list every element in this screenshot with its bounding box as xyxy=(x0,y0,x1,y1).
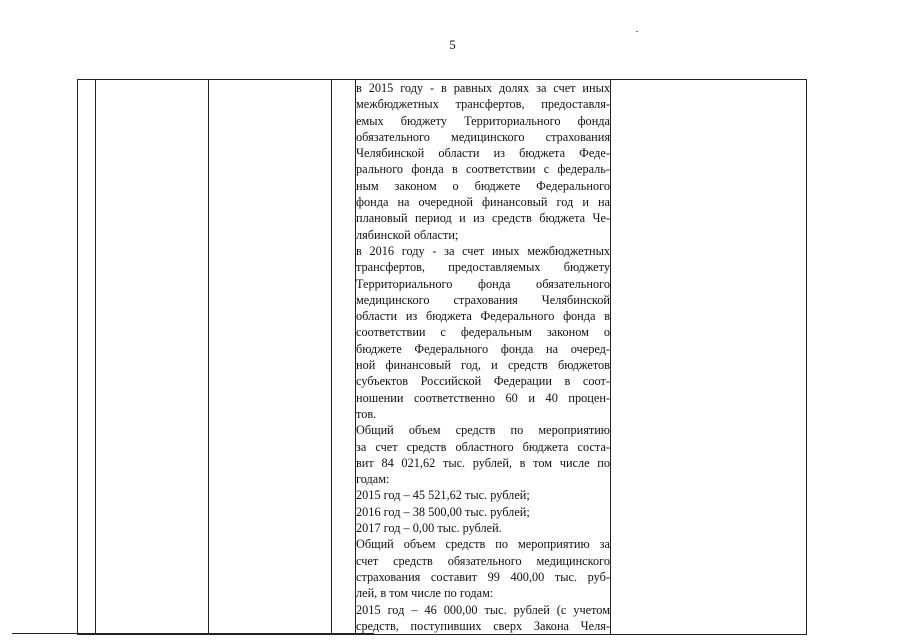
text-line: Челябинской области из бюджета Феде- xyxy=(356,146,610,161)
text-line: рального фонда в соответствии с федераль- xyxy=(356,162,610,177)
text-line: трансфертов, предоставляемых бюджету xyxy=(356,260,610,275)
text-line: годам: xyxy=(356,472,390,487)
text-line: ношении соответственно 60 и 40 процен- xyxy=(356,390,610,405)
text-line: в 2016 году - за счет иных межбюджетных xyxy=(356,243,610,258)
text-line: 2017 год – 0,00 тыс. рублей. xyxy=(356,521,502,536)
text-line: межбюджетных трансфертов, предоставля- xyxy=(356,97,610,112)
text-line: бюджете Федерального фонда на очеред- xyxy=(356,341,610,356)
footnote-rule xyxy=(12,633,374,634)
text-line: вит 84 021,62 тыс. рублей, в том числе по xyxy=(356,455,610,470)
document-table xyxy=(77,79,807,635)
text-line: тов. xyxy=(356,406,377,421)
text-line: субъектов Российской Федерации в соот- xyxy=(356,374,610,389)
text-line: лябинской области; xyxy=(356,227,459,242)
text-line: обязательного медицинского страхования xyxy=(356,129,610,144)
text-line: емых бюджету Территориального фонда xyxy=(356,113,610,128)
table-cell-col3 xyxy=(209,80,332,635)
table-cell-col1 xyxy=(78,80,96,635)
table-cell-col6 xyxy=(611,80,807,635)
text-line: области из бюджета Федерального фонда в xyxy=(356,309,610,324)
text-line: в 2015 году - в равных долях за счет иных xyxy=(356,81,610,95)
text-line: страхования составит 99 400,00 тыс. руб- xyxy=(356,569,610,584)
text-line: плановый период и из средств бюджета Че- xyxy=(356,211,610,226)
text-line: соответствии с федеральным законом о xyxy=(356,325,610,340)
text-line: 2016 год – 38 500,00 тыс. рублей; xyxy=(356,504,530,519)
page-number: 5 xyxy=(449,37,456,52)
text-line: фонда на очередной финансовый год и на xyxy=(356,195,610,210)
text-line: средств, поступивших сверх Закона Челя- xyxy=(356,618,610,633)
text-line: медицинского страхования Челябинской xyxy=(356,292,610,307)
table-cell-description xyxy=(356,80,611,635)
scan-speck xyxy=(636,31,638,32)
text-line: 2015 год – 45 521,62 тыс. рублей; xyxy=(356,488,530,503)
text-line: счет средств обязательного медицинского xyxy=(356,553,610,568)
text-line: Территориального фонда обязательного xyxy=(356,276,610,291)
text-line: ной финансовый год, и средств бюджетов xyxy=(356,358,610,373)
text-line: Общий объем средств по мероприятию xyxy=(356,423,610,438)
text-line: Общий объем средств по мероприятию за xyxy=(356,537,610,552)
table-cell-col4 xyxy=(332,80,356,635)
description-text xyxy=(356,80,610,634)
text-line: за счет средств областного бюджета соста- xyxy=(356,439,610,454)
text-line: 2015 год – 46 000,00 тыс. рублей (с учетом xyxy=(356,602,610,617)
table-cell-col2 xyxy=(96,80,209,635)
text-line: ным законом о бюджете Федерального xyxy=(356,178,610,193)
text-line: лей, в том числе по годам: xyxy=(356,586,494,601)
